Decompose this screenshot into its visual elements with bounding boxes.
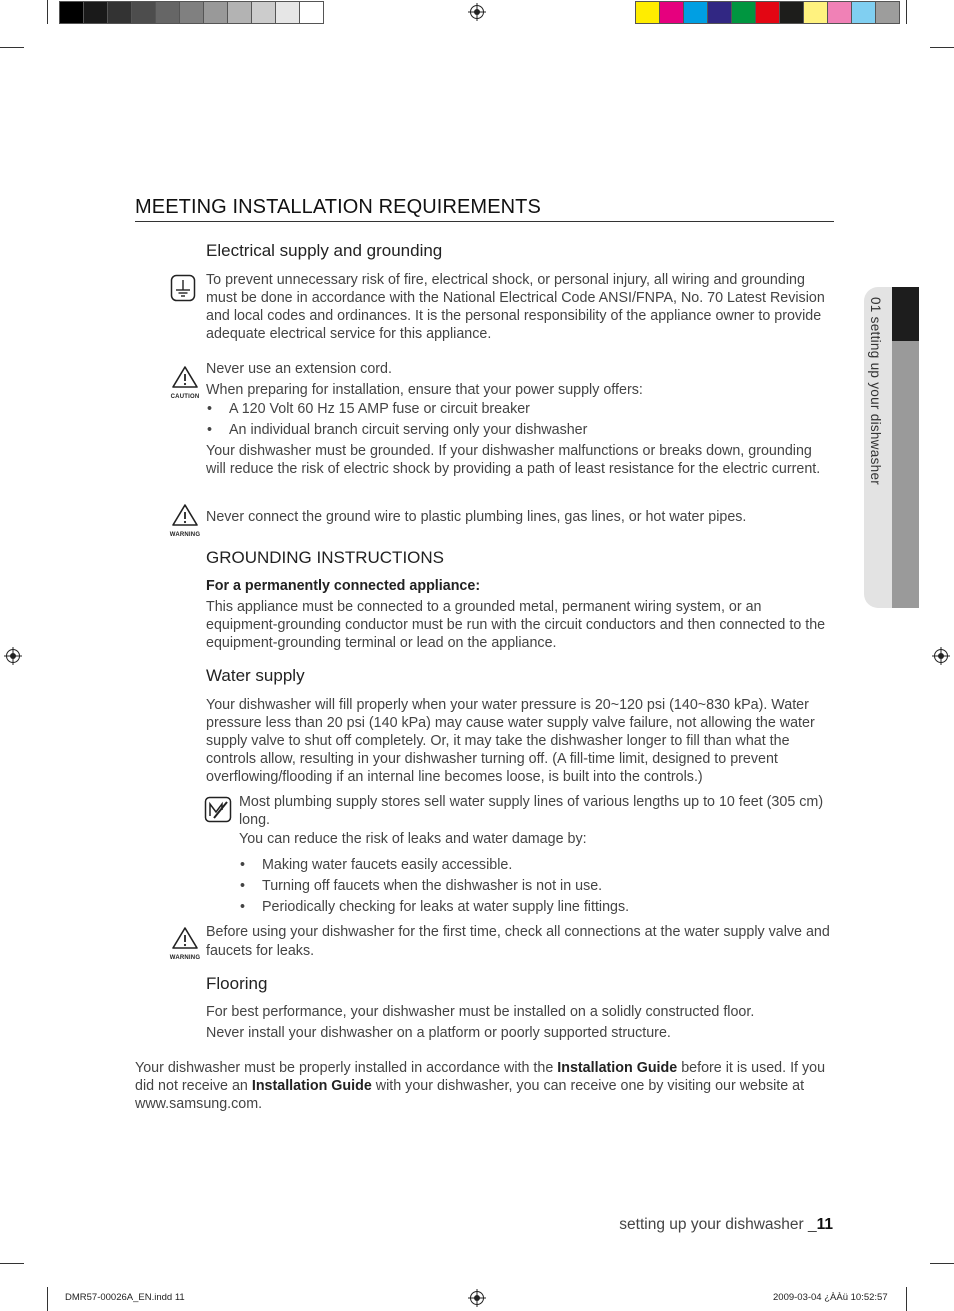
color-swatch bbox=[300, 2, 323, 23]
color-swatch bbox=[660, 2, 684, 23]
warning-label: WARNING bbox=[169, 955, 201, 961]
crop-mark bbox=[906, 1287, 907, 1311]
caution-block bbox=[168, 365, 202, 400]
color-swatch bbox=[108, 2, 132, 23]
color-swatch bbox=[828, 2, 852, 23]
water-heading: Water supply bbox=[206, 666, 305, 685]
electrical-intro: To prevent unnecessary risk of fire, electrical shock, or personal injury, all wiring and grounding must be done in accordance with the National Electrical Code ANSI/FNPA, No. 70 Latest Revision and local codes and ordinances. It is the personal responsibility of the appliance owner to provide adequate electrical service for this appliance. bbox=[206, 272, 825, 342]
registration-mark-icon bbox=[468, 1289, 486, 1307]
crop-mark bbox=[47, 0, 48, 24]
caution-triangle-icon bbox=[168, 365, 202, 389]
color-swatch bbox=[876, 2, 899, 23]
ground-symbol-icon bbox=[170, 274, 196, 302]
closing-text: with your dishwasher, you can receive one by visiting our website at www.samsung.com. bbox=[135, 1078, 805, 1112]
closing-text: Your dishwasher must be properly installed in accordance with the bbox=[135, 1060, 558, 1076]
flooring-line-2: Never install your dishwasher on a platform or poorly supported structure. bbox=[206, 1025, 671, 1041]
note-icon bbox=[204, 796, 232, 823]
color-swatch bbox=[180, 2, 204, 23]
leak-prevention-list bbox=[238, 855, 828, 918]
caution-line-1: Never use an extension cord. bbox=[206, 361, 392, 377]
page-footer bbox=[619, 1216, 833, 1234]
warning-text: Never connect the ground wire to plastic plumbing lines, gas lines, or hot water pipes. bbox=[206, 509, 747, 525]
color-swatch bbox=[636, 2, 660, 23]
color-swatch bbox=[804, 2, 828, 23]
color-swatch bbox=[156, 2, 180, 23]
page-number: 11 bbox=[816, 1216, 833, 1233]
note-line-2: You can reduce the risk of leaks and water damage by: bbox=[239, 831, 587, 847]
crop-mark bbox=[930, 1263, 954, 1264]
warning-triangle-icon bbox=[168, 503, 202, 527]
color-swatch bbox=[684, 2, 708, 23]
color-swatch bbox=[276, 2, 300, 23]
warning-label: WARNING bbox=[169, 532, 201, 538]
chapter-tab-strip bbox=[892, 341, 919, 608]
note-line-1: Most plumbing supply stores sell water supply lines of various lengths up to 10 feet (305 cm) long. bbox=[239, 794, 824, 828]
installation-guide-term: Installation Guide bbox=[251, 1078, 372, 1094]
color-swatch bbox=[132, 2, 156, 23]
crop-mark bbox=[47, 1287, 48, 1311]
process-color-bar bbox=[635, 1, 900, 24]
color-swatch bbox=[252, 2, 276, 23]
color-swatch bbox=[852, 2, 876, 23]
grounding-text: This appliance must be connected to a grounded metal, permanent wiring system, or an equipment-grounding conductor must be run with the circuit conductors and then connected to the equipment-grounding terminal or lead on the appliance. bbox=[206, 599, 826, 651]
color-swatch bbox=[228, 2, 252, 23]
caution-label: CAUTION bbox=[170, 394, 200, 400]
color-swatch bbox=[204, 2, 228, 23]
flooring-line-1: For best performance, your dishwasher must be installed on a solidly constructed floor. bbox=[206, 1004, 755, 1020]
closing-text: before it is used. If you did not receive an bbox=[135, 1060, 826, 1094]
list-item: • An individual branch circuit serving only your dishwasher bbox=[205, 420, 825, 441]
crop-mark bbox=[930, 47, 954, 48]
color-swatch bbox=[60, 2, 84, 23]
water-text: Your dishwasher will fill properly when your water pressure is 20~120 psi (140~830 kPa). Water pressure less than 20 psi (140 kPa) may cause water supply valve failure, not allowing the water supply valve to shut off completely. Or, it may take the dishwasher longer to fill than what the controls allow, resulting in your dishwasher turning off. (A fill-time limit, designed to prevent overflowing/flooding if an internal line becomes loose, is built into the controls.) bbox=[206, 697, 815, 785]
installation-guide-paragraph bbox=[135, 1059, 832, 1113]
timestamp-slug: 2009-03-04 ¿ÀÀü 10:52:57 bbox=[773, 1292, 888, 1303]
crop-mark bbox=[906, 0, 907, 24]
warning-triangle-icon bbox=[168, 926, 202, 950]
installation-guide-term: Installation Guide bbox=[557, 1060, 678, 1076]
list-item: • A 120 Volt 60 Hz 15 AMP fuse or circuit breaker bbox=[205, 399, 825, 420]
registration-mark-icon bbox=[932, 647, 950, 665]
color-swatch bbox=[756, 2, 780, 23]
list-item: • Turning off faucets when the dishwasher is not in use. bbox=[238, 876, 828, 897]
warning-block bbox=[168, 926, 202, 961]
chapter-tab-label: 01 setting up your dishwasher bbox=[868, 297, 883, 486]
water-warning-text: Before using your dishwasher for the first time, check all connections at the water supply valve and faucets for leaks. bbox=[206, 924, 830, 959]
power-supply-list bbox=[205, 399, 825, 441]
flooring-heading: Flooring bbox=[206, 974, 268, 993]
list-item: • Making water faucets easily accessible. bbox=[238, 855, 828, 876]
grayscale-color-bar bbox=[59, 1, 324, 24]
electrical-heading: Electrical supply and grounding bbox=[206, 241, 443, 260]
color-swatch bbox=[780, 2, 804, 23]
crop-mark bbox=[0, 47, 24, 48]
color-swatch bbox=[84, 2, 108, 23]
file-slug: DMR57-00026A_EN.indd 11 bbox=[65, 1292, 185, 1303]
registration-mark-icon bbox=[4, 647, 22, 665]
footer-section-label: setting up your dishwasher _ bbox=[619, 1216, 817, 1233]
crop-mark bbox=[0, 1263, 24, 1264]
grounding-heading: GROUNDING INSTRUCTIONS bbox=[206, 548, 444, 567]
registration-mark-icon bbox=[468, 3, 486, 21]
grounding-paragraph: Your dishwasher must be grounded. If your dishwasher malfunctions or breaks down, grounding will reduce the risk of electric shock by providing a path of least resistance for the electric current. bbox=[206, 443, 821, 477]
grounding-subheading: For a permanently connected appliance: bbox=[206, 578, 481, 594]
color-swatch bbox=[732, 2, 756, 23]
chapter-tab-marker bbox=[892, 287, 919, 341]
list-item: • Periodically checking for leaks at water supply line fittings. bbox=[238, 897, 828, 918]
caution-line-2: When preparing for installation, ensure that your power supply offers: bbox=[206, 382, 643, 398]
warning-block bbox=[168, 503, 202, 538]
page-title: MEETING INSTALLATION REQUIREMENTS bbox=[135, 196, 834, 222]
color-swatch bbox=[708, 2, 732, 23]
